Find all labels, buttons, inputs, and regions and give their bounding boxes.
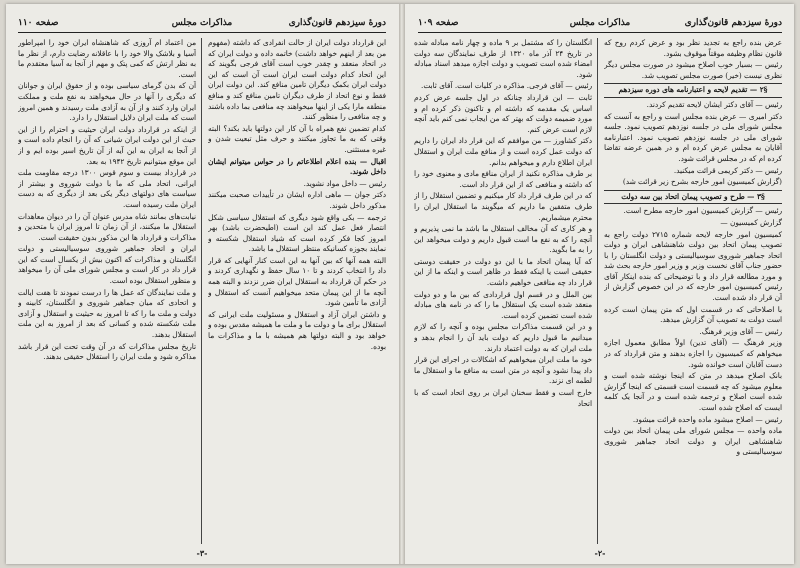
paragraph: رئیس — گزارش کمیسیون امور خارجه مطرح است. [623, 206, 782, 216]
paragraph: نیابت‌های بمانند شاه مدرس عنوان آن را در دیوان معاهدات استقلال ما میکنند، از آن زمان تا امروز ایران با متحدین و مذاکرات و قرارداد ها این مذکور بدون حقیقت است. [18, 211, 196, 242]
column-divider [201, 38, 202, 544]
book-gutter [399, 4, 405, 564]
paragraph: و داشتن ایران آزاد و استقلال و مسئولیت ملت ایرانی که استقلال برای ما و دولت ما و ملت ما همیشه مقدس بوده و خواهد بود و البته دولتها هم همیشه با ما و مذاکرات ما بوده. [208, 309, 386, 351]
left-page-column-right [208, 38, 386, 544]
paragraph: ایران و اتحاد جماهیر شوروی سوسیالیستی و دولت انگلستان و مذاکرات که اکنون بیش از یکسال است که این قرار داد در کار است و مجلس شورای ملی آن را میخواهد و منظور استقلال بوده است. [18, 244, 196, 286]
left-session-title: دورهٔ سیزدهم قانون‌گذاری [288, 18, 386, 28]
paragraph: وزیر فرهنگ — (آقای تدین) اولاً مطابق معمول اجازه میخواهم که کمیسیون را اجازه بدهند و متن قرارداد که در دست آقایان است خوانده شود. [604, 338, 782, 369]
paragraph: در قرارداد بیست و سوم قوس ۱۳۰۰ درجه مقاومت ملت ایرانی، اتحاد ملی که ما با دولت شوروی و بیشتر از سیاست های دولتهای دیگر یکی بعد از دیگری که به دست ایران ملت رسیده است. [18, 168, 196, 209]
right-folio: -۲- [594, 548, 606, 558]
right-page-column-right [604, 38, 782, 544]
right-page-label: صفحه ۱۰۹ [418, 18, 459, 28]
paragraph: رئیس — آقای فرجی. مذاکره در کلیات است. آقای ثابت. [421, 81, 592, 91]
paragraph: رئیس — آقای وزیر فرهنگ. [699, 326, 782, 336]
paragraph: رئیس — اصلاح میشود ماده واحده قرائت میشود. [632, 414, 782, 424]
paragraph: کدام تضمین نفع همراه با آن کار این دولتها باید بکند؟ البته وقتی که به ما تجاوز میکنند و حرف مثل تبعیت شدن و غیره مستثنی. [208, 123, 386, 154]
paragraph: خود ما ملت ایران میخواهیم که اشکالات در اجرای این قرار داد پیدا نشود و آنچه در متن است به منافع ما و استقلال ما لطمه ای نزند. [414, 355, 592, 386]
paragraph: دکتر جوان — ماهی اداره ایشان در تأییدات صحبت میکنند مذکور داخل شوند. [208, 190, 386, 210]
paragraph: اقبال — بنده اعلام اطلاعاتم را در حواس میتوانم ایشان داخل شوند. [208, 156, 386, 177]
paragraph: از اینکه در قرارداد دولت ایران حیثیت و احترام را از این حیث از این دولت ایران شیانی که آن را انجام داده است و از آنجا به ایران به این آیه از آن تاریخ اسیر بوده ایم و از این موقع میتوانیم تاریخ ۱۹۴۲ به بعد. [18, 124, 196, 166]
paragraph: و ملت نمایندگان که عمل ها را درست نمودند تا هفت ایالت و اتحادی که میان جماهیر شوروی و انگلستان، کابینه و دولت و ملت ما را که تا امروز به حیثیت و استقلال و آزادی ملت شکسته شده و کسانی که بعد از امروز به این ملت استقلال بدهند. [18, 287, 196, 340]
column-divider [597, 38, 598, 544]
paragraph: بین الملل و در قسم اول قراردادی که بین ما و دو دولت منعقد شده است یک استقلال ما را که در نامه های مبادله شده است تضمین کرده است. [414, 289, 592, 320]
section-heading: §۳ — طرح و تصویب پیمان اتحاد بین سه دولت [604, 190, 782, 205]
paragraph: بر طرف مذاکره نکنید از ایران منافع مادی و معنوی خود را که داشته و منافعی که از این قرار داد است. [414, 169, 592, 189]
paragraph: دکتر امیری — عرض بنده مجلس است و راجع به آنست که مجلس شورای ملی در جلسه نوزدهم تصویب نمود. جلسه شورای ملی در جلسه نوزدهم تصویب نمود. اعتبارنامه آقایان به مجلس عرض کرده ام و در همین عرضه تقاضا کرده ام که در مجلس قرائت شود. [604, 111, 782, 163]
paragraph: دکتر کشاورز — من موافقم که این قرار داد ایران را داریم که دولت عمل کرده است و از منافع ملت ایران و استقلال ایران اطلاع دارم و میخواهم بدانم. [414, 136, 592, 167]
paragraph: رئیس — بسیار خوب اصلاح میشود در صورت مجلس دیگر نظری نیست (خیر) صورت مجلس تصویب شد. [604, 60, 782, 80]
left-page [6, 4, 398, 564]
left-page-column-left [18, 38, 196, 544]
right-page-header [418, 16, 782, 33]
paragraph: البته همه آنها که بین آنها به این است کنار آنهایی که قرار داد را انتخاب کردند و تا ۱۰ سال حفظ و نگهداری کردند و در حکم آن قرارداد به استقلال ایران ضرر نزدند و البته همه آنچه ما از این پیمان متحد میخواهیم آنست که استقلال و آزادی ما تأمین شود. [208, 255, 386, 308]
paragraph: خارج است و فقط سخنان ایران بر روی اتحاد است که با اتحاد [414, 388, 592, 408]
paragraph: و در این قسمت مذاکرات مجلس بوده و آنچه را که لازم میدانیم ما قبول داریم که دولت باید آن را انجام بدهد و ملت ایران که به دولت اعتماد دارند. [414, 322, 592, 353]
paragraph: رئیس — دکتر کریمی قرائت میکنید. [673, 165, 782, 175]
paragraph: آن که بدن گرمای سیاسی بوده و از حقوق ایران و جوانان که دیگری را آنها در حال میخواهند به نفع ملت و مملکت ایران وارد کنند و از آن به آزادی ملت رسیدند و همین امروز است که ملت ایران دلایل استقلال را دارد. [18, 81, 196, 123]
paragraph: ثابت — این قرارداد چنانکه در اول جلسه عرض کردم اساس یک مقدمه که داشته ام و تاکنون ذکر کرده ام و مورد ضمیمه دولت که بهتر که من ایجاب نمی کنم باید آنچه لازم است عرض کنم. [414, 92, 592, 134]
paragraph: ترجمه — بکی واقع شود دیگری که استقلال سیاسی شکل انتصار فعل عمل کند این است (اطیحضرت باشد) بهر امروز کجا فکر کرده است که شیاد استقلال شکسته و نمایند بجوزه کسانیکه منتظر استقلال ما باشد. [208, 212, 386, 254]
paragraph: و هر کاری که آن مخالف استقلال ما باشد ما نمی پذیریم و آنچه را که به نفع ما است قبول داریم و دولت میخواهد این را به ما بگوید. [414, 224, 592, 255]
paragraph: این قرارداد دولت ایران از حالت انفرادی که داشته (مفهوم من بعد از اینهم خواهد داشت) خاتمه داده و دولت ایران که در اتحاد منعقد و چقدر خوب است آقای فرجی بگویند که این اتحاد کدام دولت است ایران است آن است که این دولت ایران بکمک دیگران تامین منافع کند. این دولت ایران فقط و نوع اتحاد از طرف دیگران تامین منافع کند و منافع منطقه مارا یکی از اینها میخواهند چه منافعی بما داده باشند و چه منافعی را منظور کنند. [208, 38, 386, 122]
left-folio: -۳- [196, 548, 208, 558]
paragraph: با اصلاحاتی که در قسمت اول که متن پیمان است کرده است دولت به تصویب آن گزارش میدهد. [604, 304, 782, 325]
book-spread [6, 4, 794, 564]
paragraph: (گزارش کمیسیون امور خارجه بشرح زیر قرائت شد) [622, 177, 782, 187]
section-heading: §۲ — تقدیم لایحه و اعتبارنامه های دوره سیزدهم [604, 83, 782, 98]
right-session-title: دورهٔ سیزدهم قانون‌گذاری [684, 18, 782, 28]
paragraph: بانک اصلاح میدهد در متن که اینجا نوشته شده است و معلوم میشود که چه قسمت است قسمتی که اینجا گزارش شده است اصلاح و ترجمه شده است و در آنجا یک کلمه ایست که اصلاح شده است. [604, 371, 782, 412]
paragraph: که آیا پیمان اتحاد ما با این دو دولت در حقیقت دوستی حقیقی است یا اینکه فقط در ظاهر است و اینکه ما از این قرار داد چه منافعی خواهیم داشت. [414, 256, 592, 288]
left-page-header [18, 16, 386, 33]
left-center-title: مذاکرات مجلس [171, 18, 233, 28]
left-page-label: صفحه ۱۱۰ [18, 18, 59, 28]
right-page-column-left [414, 38, 592, 544]
right-center-title: مذاکرات مجلس [569, 18, 631, 28]
paragraph: من اعتماد ام آروزی که شاهنشاه ایران خود را امپراطور آسیا و بلاشک والا خود را با عاقلانه رضایت دارم، از نظر ما به نظر ارتش که کمی پتک و مهم از آنجا به آسیا معتقدم ما است. [18, 38, 196, 79]
paragraph: که در این طرف قرار داد کار میکنیم و تضمین استقلال را از طرف متفقین ما داریم که میگویند ما استقلال ایران را محترم میشماریم. [414, 191, 592, 222]
paragraph: گزارش کمیسیون — [720, 217, 782, 227]
right-page [406, 4, 794, 564]
paragraph: تاریخ مجلس مذاکرات که در آن وقت تحت این قرار باشد مذاکره شود و ملت ایران را استقلال حقیقی بدهند. [18, 341, 196, 362]
paragraph: عرض بنده راجع به تجدید نظر بود و عرض کردم روح که قانون نظام وظیفه موقتاً موقوف بشود. [604, 38, 782, 58]
paragraph: ماده واحده — مجلس شورای ملی پیمان اتحاد بین دولت شاهنشاهی ایران و دولت اتحاد جماهیر شوروی سوسیالیستی و [604, 426, 782, 457]
paragraph: انگلستان را که مشتمل بر ۹ ماده و چهار نامه مبادله شده در تاریخ ۲۴ آذر ماه ۱۳۲۰ از طرف نمایندگان سه دولت امضاء شده است تصویب و دولت اجازه میدهد اسناد مبادله شود. [414, 38, 592, 79]
paragraph: کمیسیون امور خارجه لایحه شماره ۲۷۱۵ دولت راجع به تصویب پیمان اتحاد بین دولت شاهنشاهی ایران و دولت اتحاد جماهیر شوروی سوسیالیستی و دولت انگلستان را با حضور جناب آقای نخست وزیر و وزیر امور خارجه بحث شد و مورد مطالعه قرار داد و با توضیحاتی که بنده اینکار آقای رئیس کمیسیون امور خارجه که در این خصوص گزارش از آن قرار داد شده است. [604, 229, 782, 303]
paragraph: رئیس — داخل مواد نشوید. [303, 178, 386, 188]
paragraph: رئیس — آقای دکتر ایشان لایحه تقدیم کردند. [646, 99, 782, 109]
